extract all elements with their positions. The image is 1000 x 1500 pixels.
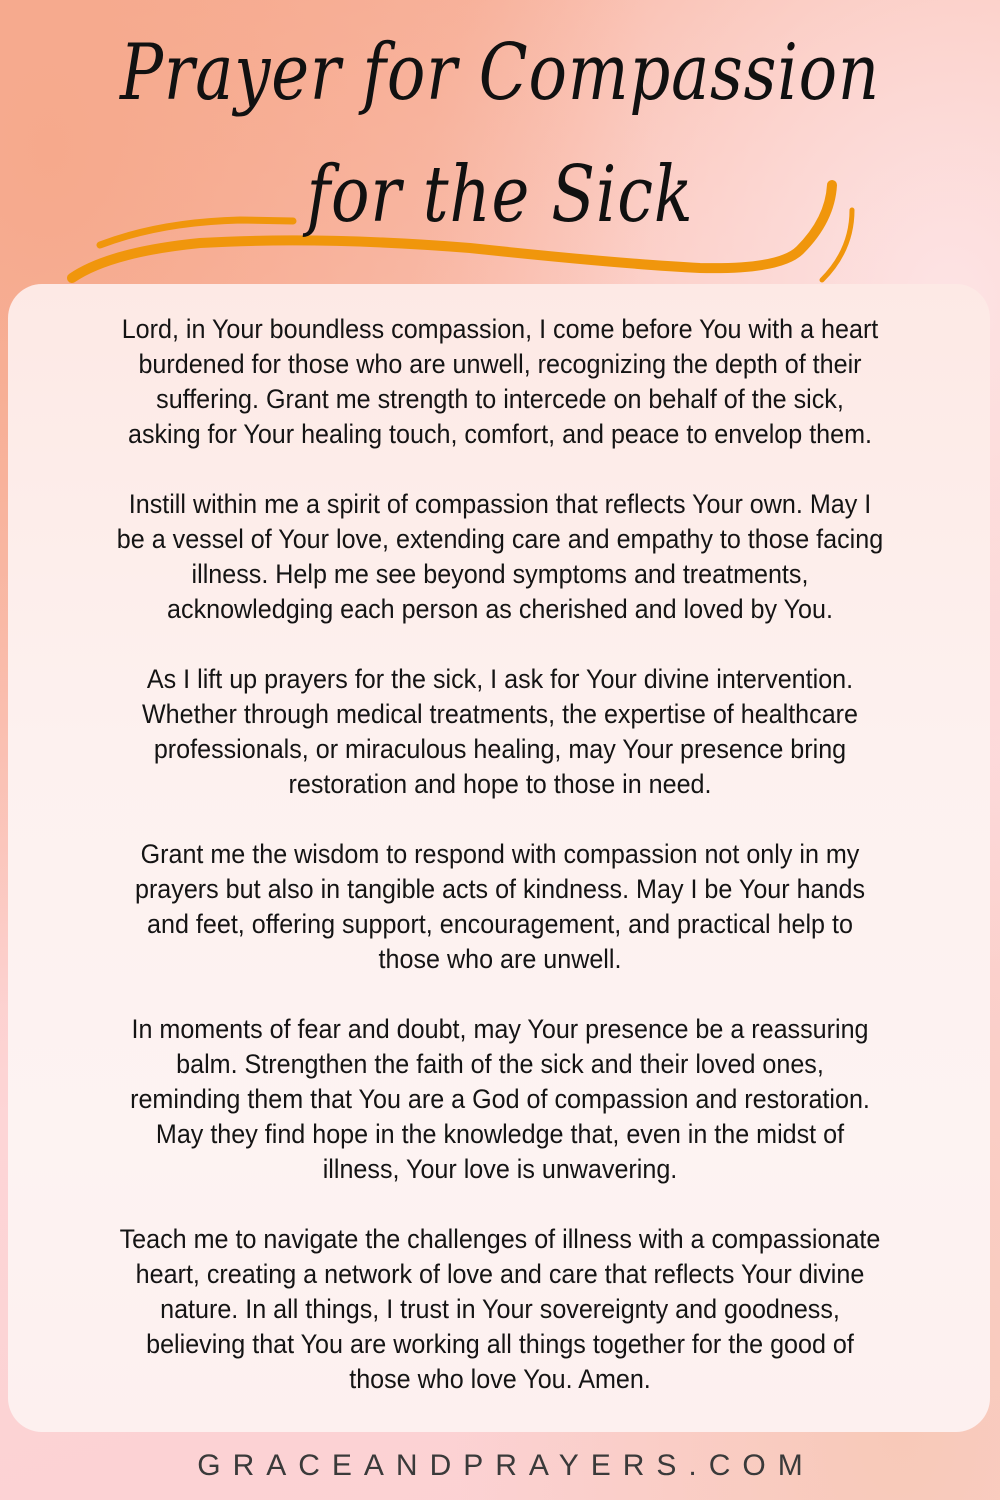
prayer-line: believing that You are working all things together for the good of bbox=[146, 1329, 854, 1359]
prayer-line: heart, creating a network of love and care that reflects Your divine bbox=[135, 1259, 865, 1289]
prayer-line: burdened for those who are unwell, recognizing the depth of their bbox=[138, 349, 862, 379]
prayer-line: those who love You. Amen. bbox=[349, 1364, 651, 1394]
prayer-line: acknowledging each person as cherished and loved by You. bbox=[167, 594, 833, 624]
prayer-paragraph-2 bbox=[35, 487, 965, 627]
prayer-line: illness, Your love is unwavering. bbox=[322, 1154, 678, 1184]
page-title-line-1: Prayer for Compassion bbox=[120, 28, 880, 118]
prayer-line: Whether through medical treatments, the expertise of healthcare bbox=[141, 699, 859, 729]
prayer-line: illness. Help me see beyond symptoms and treatments, bbox=[191, 559, 809, 589]
prayer-line: nature. In all things, I trust in Your sovereignty and goodness, bbox=[160, 1294, 840, 1324]
prayer-line: May they find hope in the knowledge that, even in the midst of bbox=[155, 1119, 845, 1149]
prayer-line: professionals, or miraculous healing, may Your presence bring bbox=[153, 734, 847, 764]
title-area bbox=[0, 0, 1000, 290]
prayer-line: As I lift up prayers for the sick, I ask for Your divine intervention. bbox=[146, 664, 854, 694]
prayer-line: suffering. Grant me strength to intercede on behalf of the sick, bbox=[156, 384, 844, 414]
prayer-line: asking for Your healing touch, comfort, and peace to envelop them. bbox=[127, 419, 873, 449]
prayer-paragraph-6 bbox=[35, 1222, 965, 1397]
website-footer: GRACEANDPRAYERS.COM bbox=[197, 1449, 815, 1482]
prayer-line: those who are unwell. bbox=[378, 944, 622, 974]
prayer-paragraph-3 bbox=[35, 662, 965, 802]
prayer-paragraph-1 bbox=[35, 312, 965, 452]
prayer-line: Lord, in Your boundless compassion, I come before You with a heart bbox=[121, 314, 879, 344]
page-title-line-2: for the Sick bbox=[306, 150, 694, 240]
prayer-line: In moments of fear and doubt, may Your presence be a reassuring bbox=[131, 1014, 869, 1044]
prayer-line: restoration and hope to those in need. bbox=[288, 769, 712, 799]
prayer-line: be a vessel of Your love, extending care and empathy to those facing bbox=[116, 524, 884, 554]
prayer-line: reminding them that You are a God of compassion and restoration. bbox=[130, 1084, 870, 1114]
prayer-paragraph-5 bbox=[35, 1012, 965, 1187]
prayer-line: Instill within me a spirit of compassion that reflects Your own. May I bbox=[128, 489, 872, 519]
prayer-line: Grant me the wisdom to respond with compassion not only in my bbox=[140, 839, 860, 869]
prayer-line: Teach me to navigate the challenges of illness with a compassionate bbox=[119, 1224, 881, 1254]
prayer-line: prayers but also in tangible acts of kindness. May I be Your hands bbox=[134, 874, 866, 904]
prayer-line: balm. Strengthen the faith of the sick and their loved ones, bbox=[176, 1049, 824, 1079]
prayer-line: and feet, offering support, encouragement, and practical help to bbox=[147, 909, 853, 939]
prayer-paragraph-4 bbox=[35, 837, 965, 977]
